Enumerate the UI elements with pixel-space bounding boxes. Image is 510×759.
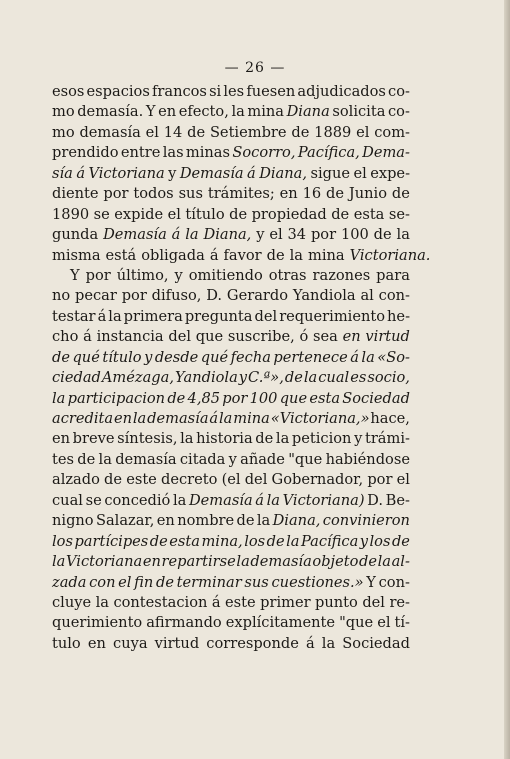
word: el bbox=[353, 164, 367, 182]
italic-word: zada bbox=[52, 573, 87, 591]
word: el bbox=[356, 123, 370, 141]
word: "que bbox=[339, 614, 374, 632]
word: 14 bbox=[163, 123, 183, 141]
italic-word: pertenece bbox=[273, 348, 348, 366]
text-line bbox=[52, 389, 410, 409]
word: historia bbox=[196, 430, 253, 448]
italic-word: de bbox=[359, 553, 377, 571]
word: testar bbox=[52, 307, 96, 325]
word: expide bbox=[114, 205, 164, 223]
word: mo bbox=[52, 123, 75, 141]
word: mina bbox=[247, 103, 285, 121]
word: las bbox=[162, 144, 184, 162]
word: en bbox=[52, 430, 71, 448]
word: Be- bbox=[385, 491, 410, 509]
italic-word: esta bbox=[169, 532, 200, 550]
text-line bbox=[52, 307, 410, 327]
italic-word: y bbox=[359, 532, 369, 550]
italic-word: de bbox=[284, 369, 303, 387]
word: Y bbox=[70, 266, 80, 284]
italic-word: la bbox=[52, 389, 66, 407]
italic-word: repartirse bbox=[161, 553, 236, 571]
word: al bbox=[360, 287, 374, 305]
word: Y bbox=[366, 573, 376, 591]
word: tí- bbox=[394, 614, 410, 632]
word: de bbox=[373, 226, 392, 244]
italic-word: de bbox=[149, 532, 168, 550]
italic-word: Demasía bbox=[188, 491, 253, 509]
italic-word: los bbox=[244, 532, 266, 550]
word: último, bbox=[116, 266, 169, 284]
text-line bbox=[52, 409, 410, 429]
italic-word: de bbox=[266, 532, 285, 550]
word: co- bbox=[388, 103, 410, 121]
italic-word: por bbox=[222, 389, 248, 407]
word: com- bbox=[374, 123, 410, 141]
italic-word: la bbox=[303, 369, 318, 387]
word: sea bbox=[313, 328, 338, 346]
italic-word: la bbox=[52, 553, 66, 571]
italic-word: la bbox=[266, 491, 280, 509]
word: el bbox=[167, 205, 181, 223]
italic-word: demasía bbox=[147, 410, 209, 427]
page-edge-shadow bbox=[504, 0, 510, 759]
italic-word: la bbox=[219, 410, 233, 427]
word: esos bbox=[52, 83, 85, 100]
word: sigue bbox=[310, 164, 350, 182]
italic-word: participacion bbox=[67, 389, 166, 407]
italic-word: Diana, bbox=[203, 226, 252, 244]
italic-word: Amézaga, bbox=[101, 369, 174, 387]
word: Gobernador, bbox=[271, 471, 364, 489]
word: cluye bbox=[52, 593, 92, 611]
italic-word: qué bbox=[72, 348, 100, 366]
word: alzado bbox=[52, 471, 100, 489]
word: gunda bbox=[52, 226, 99, 244]
word: á bbox=[209, 246, 219, 264]
word: les bbox=[223, 83, 245, 100]
word: de bbox=[331, 205, 350, 223]
word: mo bbox=[52, 103, 75, 121]
italic-word: título bbox=[102, 348, 142, 366]
word: co- bbox=[388, 83, 410, 100]
word: citada bbox=[179, 450, 226, 468]
word: Sociedad bbox=[342, 634, 410, 652]
italic-word: desde bbox=[154, 348, 199, 366]
word: por bbox=[310, 226, 337, 244]
italic-word: Victoriana. bbox=[349, 246, 431, 264]
text-line bbox=[52, 286, 410, 306]
word: de bbox=[236, 512, 255, 530]
word: habiéndose bbox=[325, 450, 410, 468]
italic-word: Diana bbox=[286, 103, 330, 121]
word: está bbox=[105, 246, 137, 264]
word: la bbox=[289, 246, 303, 264]
word: de bbox=[104, 471, 123, 489]
italic-word: mina bbox=[233, 410, 270, 427]
italic-word: á bbox=[76, 164, 86, 182]
word: la bbox=[275, 430, 290, 448]
text-line bbox=[52, 552, 410, 572]
word: difuso, bbox=[151, 287, 202, 305]
text-line bbox=[52, 225, 410, 245]
italic-word: objeto bbox=[312, 553, 359, 571]
italic-word: fecha bbox=[230, 348, 271, 366]
word: el bbox=[145, 123, 159, 141]
word: fuesen bbox=[246, 83, 296, 100]
word: cuya bbox=[113, 634, 148, 652]
word: síntesis, bbox=[117, 430, 178, 448]
text-line bbox=[52, 102, 410, 122]
word: 16 bbox=[302, 185, 322, 203]
word: tulo bbox=[52, 634, 81, 652]
word: omitiendo bbox=[188, 266, 263, 284]
word: de bbox=[187, 123, 206, 141]
italic-word: es bbox=[350, 369, 367, 387]
word: Y bbox=[145, 103, 156, 121]
word: todos bbox=[133, 185, 174, 203]
word: con- bbox=[378, 287, 410, 305]
word: á bbox=[305, 634, 315, 652]
italic-word: Yandiola bbox=[175, 369, 238, 387]
word: misma bbox=[52, 246, 101, 264]
italic-word: de bbox=[156, 573, 174, 591]
word: nigno bbox=[52, 512, 94, 530]
word: no bbox=[52, 287, 71, 305]
word: de bbox=[255, 430, 274, 448]
italic-word: á bbox=[247, 164, 256, 182]
word: cual bbox=[52, 491, 83, 509]
word: la bbox=[321, 634, 336, 652]
word: y bbox=[256, 226, 265, 244]
word: (el bbox=[221, 471, 241, 489]
word: obligada bbox=[141, 246, 205, 264]
word: este bbox=[225, 593, 256, 611]
italic-word: de bbox=[391, 532, 410, 550]
word: se bbox=[93, 205, 110, 223]
word: D. bbox=[206, 287, 223, 305]
italic-word: 4,85 bbox=[187, 389, 221, 407]
word: sus bbox=[178, 185, 203, 203]
word: Yandiola bbox=[292, 287, 356, 305]
italic-word: la bbox=[185, 226, 199, 244]
word: la bbox=[172, 491, 187, 509]
word: por bbox=[103, 185, 129, 203]
word: la bbox=[108, 307, 122, 325]
italic-word: á bbox=[350, 348, 359, 366]
italic-word: á bbox=[255, 491, 264, 509]
word: de bbox=[266, 246, 285, 264]
italic-word: Pacífica, bbox=[297, 144, 360, 162]
word: Salazar, bbox=[95, 512, 155, 530]
italic-word: Victoriana bbox=[66, 553, 143, 571]
italic-word: Diana, bbox=[272, 512, 321, 530]
word: propiedad bbox=[251, 205, 327, 223]
text-line bbox=[52, 511, 410, 531]
word: decreto bbox=[160, 471, 218, 489]
word: y bbox=[168, 164, 177, 182]
word: efecto, bbox=[178, 103, 229, 121]
word: 34 bbox=[287, 226, 307, 244]
word: ó bbox=[299, 328, 309, 346]
word: breve bbox=[72, 430, 115, 448]
word: del bbox=[254, 307, 278, 325]
word: diente bbox=[52, 185, 99, 203]
text-line bbox=[52, 470, 410, 490]
text-line bbox=[52, 634, 410, 654]
word: Junio bbox=[348, 185, 388, 203]
italic-word: á bbox=[171, 226, 181, 244]
word: en bbox=[158, 103, 177, 121]
word: este bbox=[126, 471, 157, 489]
word: que bbox=[195, 328, 224, 346]
word: si bbox=[209, 83, 222, 100]
italic-word: mina, bbox=[201, 532, 243, 550]
word: de bbox=[291, 123, 310, 141]
word: pecar bbox=[75, 287, 117, 305]
text-line bbox=[52, 266, 410, 286]
text-line bbox=[52, 184, 410, 204]
word: la bbox=[95, 593, 109, 611]
word: "que bbox=[288, 450, 323, 468]
word: trámites; bbox=[207, 185, 275, 203]
word: entre bbox=[120, 144, 161, 162]
word: y bbox=[228, 450, 237, 468]
italic-word: 100 bbox=[249, 389, 278, 407]
word: solicita bbox=[332, 103, 386, 121]
word: Gerardo bbox=[226, 287, 288, 305]
italic-word: que bbox=[279, 389, 308, 407]
text-line bbox=[52, 532, 410, 552]
word: minas bbox=[185, 144, 231, 162]
word: corresponde bbox=[206, 634, 299, 652]
italic-word: Sociedad bbox=[342, 389, 410, 407]
word: explícitamente bbox=[225, 614, 336, 632]
italic-word: fin bbox=[134, 573, 154, 591]
word: demasía. bbox=[77, 103, 144, 121]
word: otras bbox=[268, 266, 307, 284]
word: trámi- bbox=[364, 430, 410, 448]
italic-word: Demasía bbox=[103, 226, 167, 244]
text-line bbox=[52, 164, 410, 184]
word: 1889 bbox=[314, 123, 352, 141]
italic-word: C.ª», bbox=[248, 369, 284, 387]
word: primera bbox=[123, 307, 183, 325]
word: de bbox=[326, 185, 345, 203]
text-line bbox=[52, 593, 410, 613]
word: re- bbox=[389, 593, 410, 611]
word: francos bbox=[151, 83, 207, 100]
italic-word: «Victoriana,» bbox=[270, 410, 370, 427]
italic-word: demasía bbox=[250, 553, 312, 571]
body-text bbox=[52, 82, 431, 654]
italic-word: y bbox=[144, 348, 153, 366]
word: expe- bbox=[370, 164, 410, 182]
word: peticion bbox=[291, 430, 352, 448]
word: por bbox=[121, 287, 147, 305]
italic-word: cuestiones.» bbox=[271, 573, 364, 591]
italic-word: en bbox=[342, 328, 361, 346]
word: en bbox=[87, 634, 106, 652]
italic-word: en bbox=[142, 553, 161, 571]
word: he- bbox=[387, 307, 410, 325]
word: á bbox=[97, 307, 107, 325]
word: añade bbox=[240, 450, 285, 468]
word: se- bbox=[388, 205, 410, 223]
word: D. bbox=[367, 491, 383, 509]
text-line bbox=[52, 82, 410, 102]
word: cho bbox=[52, 328, 79, 346]
text-line bbox=[52, 348, 410, 368]
word: prendido bbox=[52, 144, 119, 162]
text-line bbox=[52, 327, 410, 347]
italic-word: partícipes bbox=[74, 532, 149, 550]
word: y bbox=[174, 266, 183, 284]
word: en bbox=[156, 512, 175, 530]
italic-word: qué bbox=[200, 348, 229, 366]
word: la bbox=[256, 512, 271, 530]
italic-word: sus bbox=[244, 573, 269, 591]
italic-word: ciedad bbox=[52, 369, 101, 387]
italic-word: de bbox=[52, 348, 70, 366]
italic-word: Victoriana bbox=[88, 164, 165, 182]
word: la bbox=[231, 103, 245, 121]
text-line bbox=[52, 613, 410, 633]
italic-word: la bbox=[236, 553, 250, 571]
word: para bbox=[376, 266, 410, 284]
italic-word: virtud bbox=[365, 328, 410, 346]
italic-word: Victoriana) bbox=[282, 491, 365, 509]
text-line bbox=[52, 429, 410, 449]
italic-word: la bbox=[377, 553, 391, 571]
word: instancia bbox=[96, 328, 164, 346]
text-line bbox=[52, 491, 410, 511]
word: la bbox=[98, 450, 112, 468]
word: del bbox=[362, 593, 385, 611]
word: concedió bbox=[104, 491, 171, 509]
italic-word: el bbox=[118, 573, 132, 591]
word: la bbox=[180, 430, 194, 448]
italic-word: sía bbox=[52, 164, 73, 182]
italic-word: Socorro, bbox=[232, 144, 296, 162]
word: del bbox=[168, 328, 192, 346]
italic-word: Pacífica bbox=[300, 532, 359, 550]
italic-word: á bbox=[209, 410, 219, 427]
word: querimiento bbox=[52, 614, 143, 632]
word: de bbox=[391, 185, 410, 203]
word: afirmando bbox=[146, 614, 222, 632]
word: el bbox=[377, 614, 391, 632]
italic-word: la bbox=[361, 348, 375, 366]
text-line bbox=[52, 123, 410, 143]
word: primer bbox=[260, 593, 311, 611]
word: demasía bbox=[115, 450, 177, 468]
word: mina bbox=[307, 246, 345, 264]
italic-word: «So- bbox=[377, 348, 410, 366]
text-line bbox=[52, 246, 431, 266]
word: suscribe, bbox=[227, 328, 295, 346]
text-line bbox=[52, 450, 410, 470]
italic-word: la bbox=[286, 532, 300, 550]
word: hace, bbox=[370, 410, 410, 427]
word: razones bbox=[312, 266, 371, 284]
italic-word: convinieron bbox=[322, 512, 410, 530]
word: 100 bbox=[340, 226, 369, 244]
text-line bbox=[52, 573, 410, 593]
word: requerimiento bbox=[279, 307, 386, 325]
word: tes bbox=[52, 450, 74, 468]
word: título bbox=[185, 205, 225, 223]
word: contestacion bbox=[113, 593, 208, 611]
word: demasía bbox=[79, 123, 141, 141]
word: nombre bbox=[177, 512, 235, 530]
word: 1890 bbox=[52, 205, 90, 223]
word: favor bbox=[223, 246, 262, 264]
text-line bbox=[52, 143, 410, 163]
italic-word: Demasía bbox=[179, 164, 244, 182]
italic-word: la bbox=[132, 410, 147, 427]
italic-word: acredita bbox=[52, 410, 114, 427]
word: en bbox=[279, 185, 298, 203]
italic-word: y bbox=[238, 369, 248, 387]
word: de bbox=[229, 205, 248, 223]
italic-word: terminar bbox=[176, 573, 242, 591]
italic-word: de bbox=[167, 389, 186, 407]
word: esta bbox=[353, 205, 385, 223]
word: virtud bbox=[154, 634, 200, 652]
word: se bbox=[85, 491, 102, 509]
word: el bbox=[396, 471, 410, 489]
italic-word: Diana, bbox=[259, 164, 307, 182]
word: por bbox=[367, 471, 393, 489]
word: con- bbox=[378, 573, 410, 591]
italic-word: socio, bbox=[367, 369, 410, 387]
italic-word: Dema- bbox=[362, 144, 410, 162]
word: adjudicados bbox=[297, 83, 386, 100]
word: punto bbox=[315, 593, 358, 611]
word: á bbox=[211, 593, 221, 611]
word: y bbox=[354, 430, 363, 448]
word: del bbox=[244, 471, 268, 489]
italic-word: con bbox=[89, 573, 116, 591]
word: pregunta bbox=[184, 307, 253, 325]
word: Setiembre bbox=[209, 123, 287, 141]
word: espacios bbox=[86, 83, 150, 100]
page-number: — 26 — bbox=[224, 60, 286, 76]
italic-word: los bbox=[369, 532, 391, 550]
italic-word: cual bbox=[318, 369, 350, 387]
italic-word: en bbox=[113, 410, 132, 427]
word: la bbox=[396, 226, 410, 244]
word: á bbox=[83, 328, 92, 346]
italic-word: esta bbox=[309, 389, 341, 407]
text-line bbox=[52, 205, 410, 225]
italic-word: los bbox=[52, 532, 73, 550]
word: el bbox=[269, 226, 283, 244]
italic-word: al- bbox=[391, 553, 410, 571]
text-line bbox=[52, 368, 410, 388]
word: de bbox=[77, 450, 96, 468]
word: por bbox=[85, 266, 111, 284]
